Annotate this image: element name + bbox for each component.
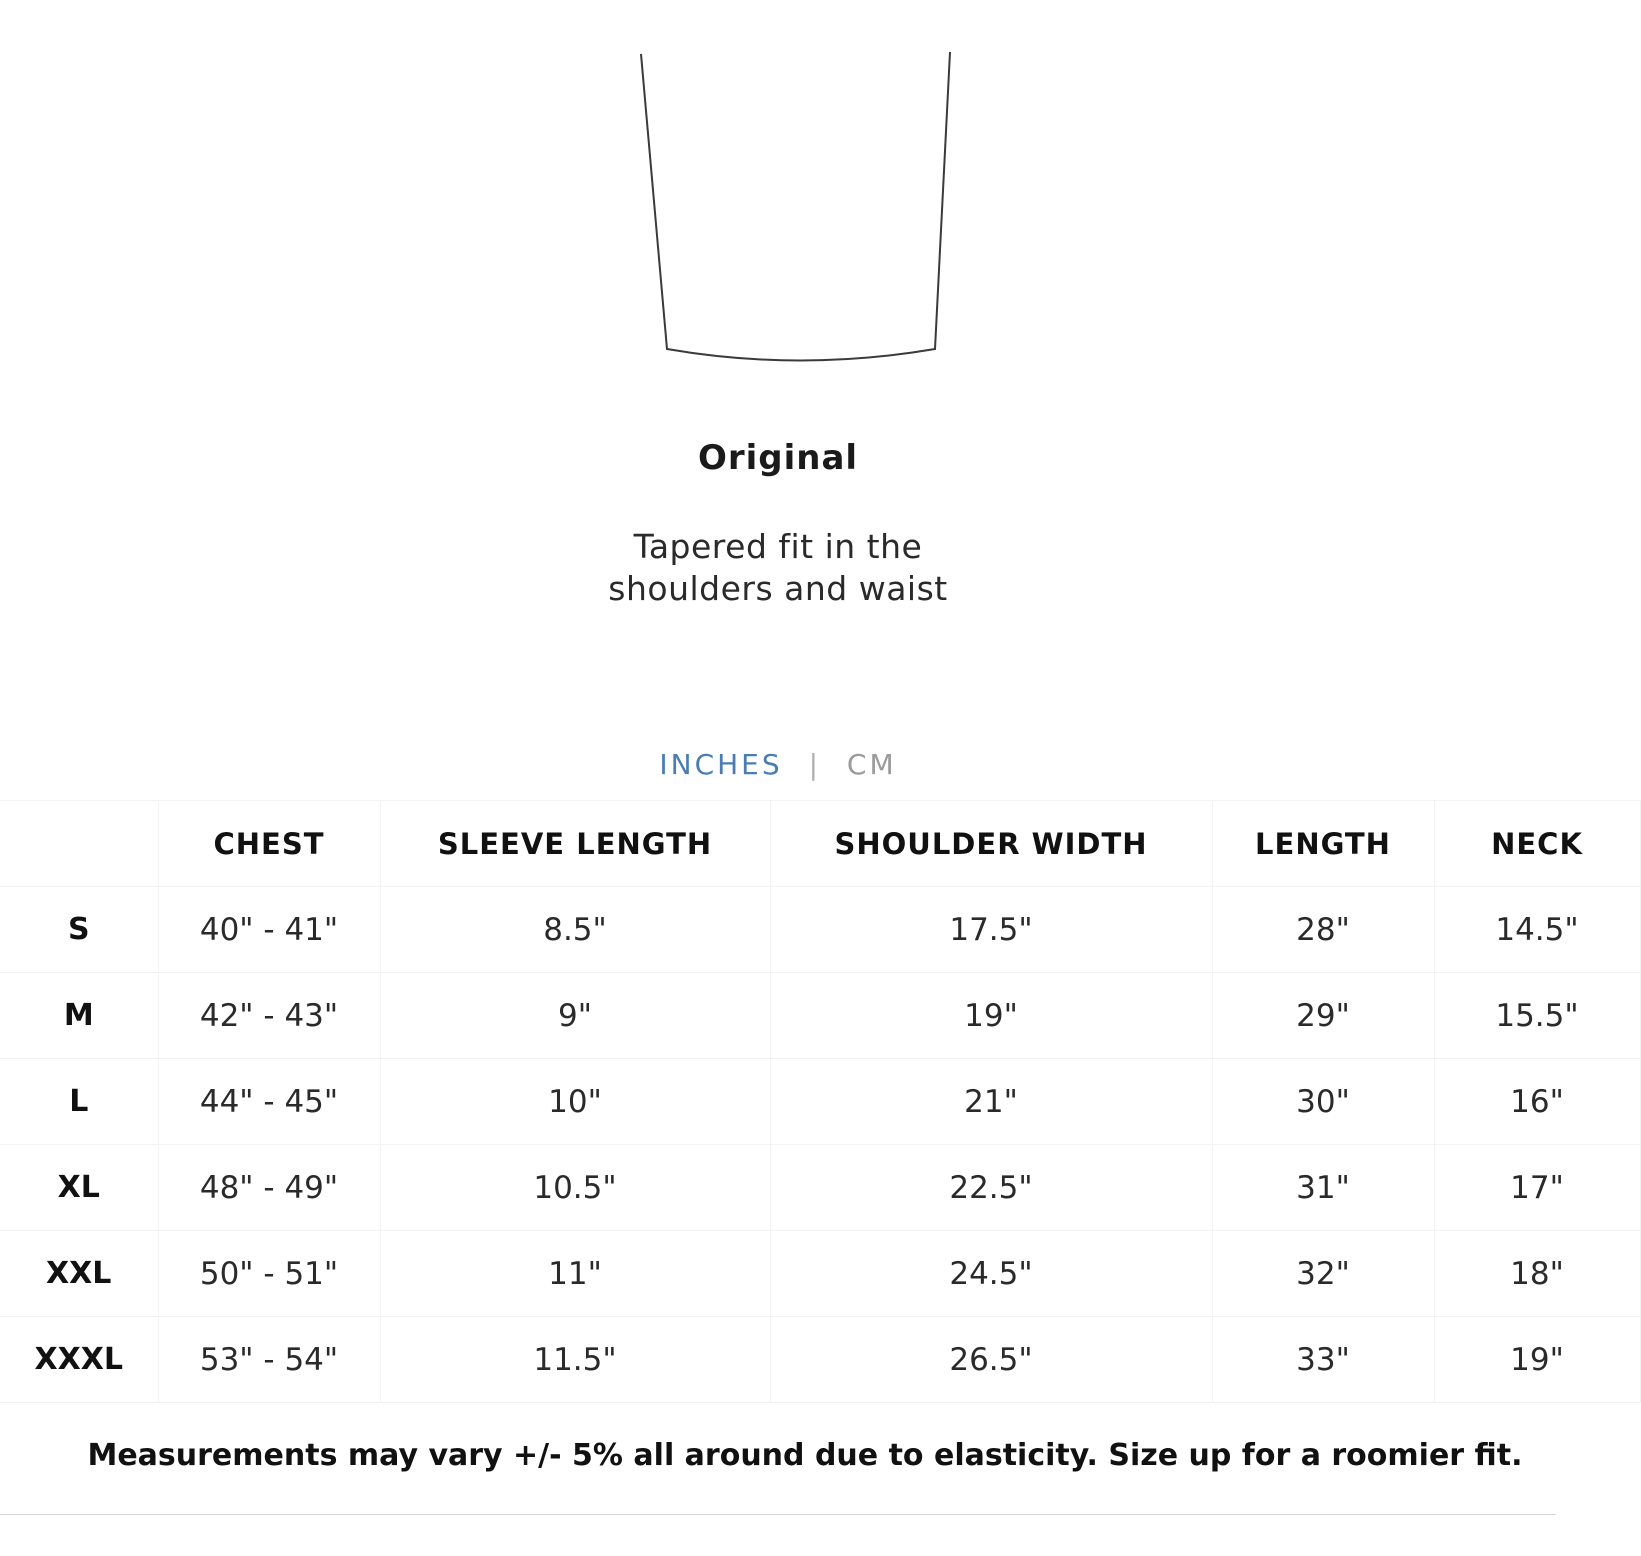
unit-cm-tab[interactable]: CM: [846, 748, 897, 781]
sleeve-length-cell: 11": [380, 1231, 770, 1317]
neck-cell: 18": [1434, 1231, 1640, 1317]
header-shoulder-width: SHOULDER WIDTH: [770, 801, 1212, 887]
chest-cell: 44" - 45": [158, 1059, 380, 1145]
chest-cell: 50" - 51": [158, 1231, 380, 1317]
neck-cell: 17": [1434, 1145, 1640, 1231]
unit-separator: |: [808, 748, 821, 781]
size-label: M: [0, 973, 158, 1059]
shoulder-width-cell: 26.5": [770, 1317, 1212, 1403]
sleeve-length-cell: 10": [380, 1059, 770, 1145]
neck-cell: 19": [1434, 1317, 1640, 1403]
neck-cell: 16": [1434, 1059, 1640, 1145]
size-label: XXL: [0, 1231, 158, 1317]
fit-description: [0, 526, 1556, 610]
unit-inches-tab[interactable]: INCHES: [659, 748, 783, 781]
length-cell: 28": [1212, 887, 1434, 973]
header-neck: NECK: [1434, 801, 1640, 887]
sleeve-length-cell: 8.5": [380, 887, 770, 973]
size-label: XL: [0, 1145, 158, 1231]
sleeve-length-cell: 10.5": [380, 1145, 770, 1231]
bottom-divider: [0, 1514, 1556, 1515]
table-header-row: [0, 801, 1640, 887]
length-cell: 30": [1212, 1059, 1434, 1145]
header-chest: CHEST: [158, 801, 380, 887]
shoulder-width-cell: 19": [770, 973, 1212, 1059]
shirt-body-outline: [641, 52, 950, 361]
table-row: [0, 1317, 1640, 1403]
table-row: [0, 973, 1640, 1059]
fit-description-line-2: shoulders and waist: [608, 569, 948, 608]
length-cell: 31": [1212, 1145, 1434, 1231]
table-row: [0, 1145, 1640, 1231]
neck-cell: 15.5": [1434, 973, 1640, 1059]
neck-cell: 14.5": [1434, 887, 1640, 973]
size-chart-table: [0, 800, 1641, 1403]
length-cell: 29": [1212, 973, 1434, 1059]
length-cell: 32": [1212, 1231, 1434, 1317]
sleeve-length-cell: 11.5": [380, 1317, 770, 1403]
chest-cell: 53" - 54": [158, 1317, 380, 1403]
header-sleeve-length: SLEEVE LENGTH: [380, 801, 770, 887]
header-size: [0, 801, 158, 887]
table-row: [0, 1059, 1640, 1145]
chest-cell: 42" - 43": [158, 973, 380, 1059]
unit-toggle: [0, 748, 1556, 781]
shoulder-width-cell: 21": [770, 1059, 1212, 1145]
fit-description-line-1: Tapered fit in the: [633, 527, 923, 566]
measurement-disclaimer: Measurements may vary +/- 5% all around due to elasticity. Size up for a roomier fit.: [87, 1438, 1523, 1473]
size-label: S: [0, 887, 158, 973]
shirt-outline-illustration: [0, 0, 1556, 400]
size-label: XXXL: [0, 1317, 158, 1403]
chest-cell: 48" - 49": [158, 1145, 380, 1231]
table-row: [0, 887, 1640, 973]
chest-cell: 40" - 41": [158, 887, 380, 973]
shoulder-width-cell: 22.5": [770, 1145, 1212, 1231]
length-cell: 33": [1212, 1317, 1434, 1403]
header-length: LENGTH: [1212, 801, 1434, 887]
shoulder-width-cell: 17.5": [770, 887, 1212, 973]
size-label: L: [0, 1059, 158, 1145]
fit-title: Original: [697, 438, 859, 478]
sleeve-length-cell: 9": [380, 973, 770, 1059]
shoulder-width-cell: 24.5": [770, 1231, 1212, 1317]
table-row: [0, 1231, 1640, 1317]
